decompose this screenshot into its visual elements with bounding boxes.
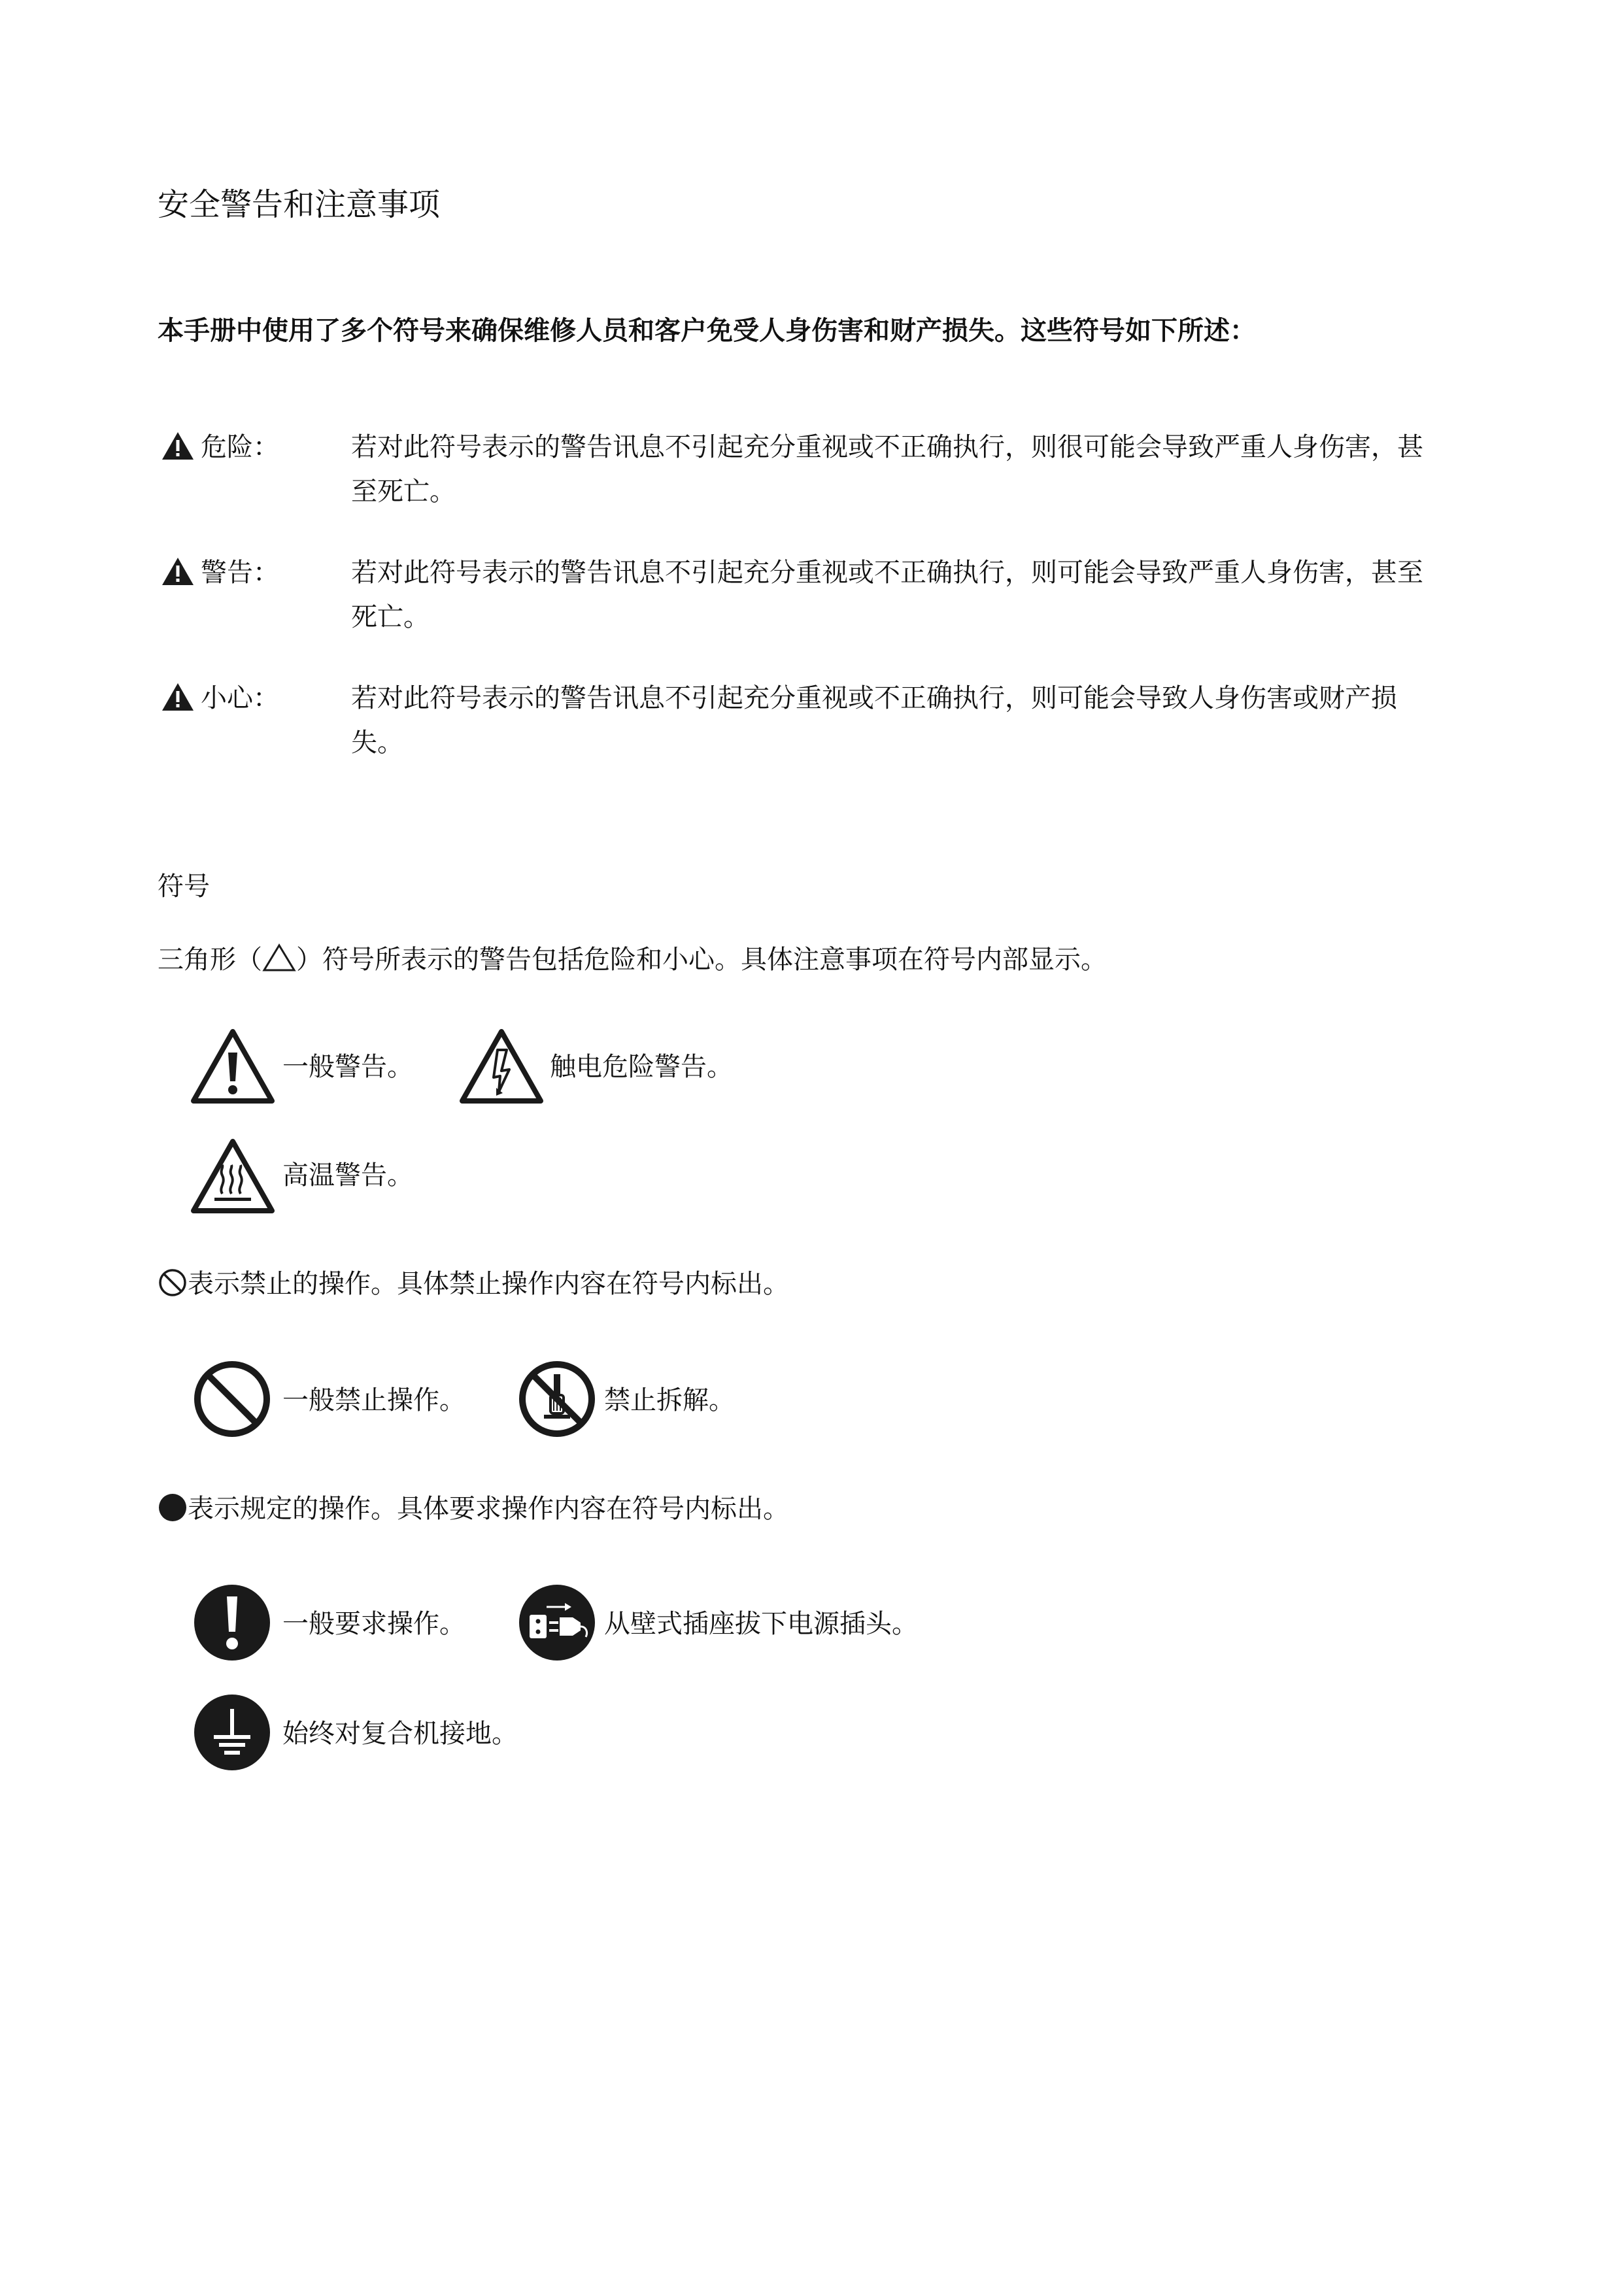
hot-surface-triangle-icon — [190, 1138, 276, 1215]
level-description — [351, 425, 1624, 514]
prohibit-intro — [158, 1266, 789, 1302]
unplug-icon — [518, 1583, 596, 1662]
general-warning-label: 一般警告。 — [282, 1052, 413, 1082]
triangle-intro — [158, 941, 1107, 978]
exclamation-circle-icon — [193, 1583, 271, 1662]
symbols-heading: 符号 — [158, 871, 210, 902]
level-description — [351, 676, 1624, 765]
ground-label: 始终对复合机接地。 — [282, 1719, 518, 1749]
level-description-line: 若对此符号表示的警告讯息不引起充分重视或不正确执行，则很可能会导致严重人身伤害，甚 — [351, 432, 1423, 462]
intro-text: 本手册中使用了多个符号来确保维修人员和客户免受人身伤害和财产损失。这些符号如下所述： — [158, 316, 1256, 346]
unplug-label: 从壁式插座拔下电源插头。 — [604, 1609, 918, 1639]
prohibition-circle-icon — [158, 1268, 188, 1298]
page-title: 安全警告和注意事项 — [158, 186, 441, 223]
level-description-line: 若对此符号表示的警告讯息不引起充分重视或不正确执行，则可能会导致人身伤害或财产损 — [351, 683, 1397, 713]
required-intro-text: 表示规定的操作。具体要求操作内容在符号内标出。 — [188, 1494, 789, 1524]
lightning-triangle-icon — [458, 1028, 545, 1105]
required-intro — [158, 1491, 789, 1527]
electric-warning-label: 触电危险警告。 — [550, 1052, 733, 1082]
general-prohibit-label: 一般禁止操作。 — [282, 1385, 465, 1415]
warning-triangle-icon — [161, 431, 194, 460]
level-description-line: 至死亡。 — [351, 477, 456, 507]
level-description-line: 失。 — [351, 728, 403, 758]
level-description — [351, 550, 1624, 639]
level-description-line: 死亡。 — [351, 602, 430, 632]
heat-warning-label: 高温警告。 — [282, 1160, 413, 1190]
filled-circle-icon — [158, 1493, 188, 1523]
prohibit-intro-text: 表示禁止的操作。具体禁止操作内容在符号内标出。 — [188, 1269, 789, 1299]
level-label: 小心： — [201, 683, 279, 713]
exclamation-triangle-icon — [190, 1028, 276, 1105]
warning-triangle-icon — [161, 683, 194, 711]
ground-icon — [193, 1693, 271, 1772]
prohibition-circle-icon — [193, 1360, 271, 1438]
level-label: 警告： — [201, 558, 279, 588]
no-screwdriver-icon — [518, 1360, 596, 1438]
triangle-intro-before: 三角形（ — [158, 945, 262, 975]
no-disassembly-label: 禁止拆解。 — [604, 1385, 735, 1415]
level-label: 危险： — [201, 432, 279, 462]
general-required-label: 一般要求操作。 — [282, 1609, 465, 1639]
triangle-intro-after: ）符号所表示的警告包括危险和小心。具体注意事项在符号内部显示。 — [296, 945, 1107, 975]
level-description-line: 若对此符号表示的警告讯息不引起充分重视或不正确执行，则可能会导致严重人身伤害，甚至 — [351, 558, 1423, 588]
warning-triangle-icon — [161, 557, 194, 586]
triangle-outline-icon — [262, 943, 296, 972]
